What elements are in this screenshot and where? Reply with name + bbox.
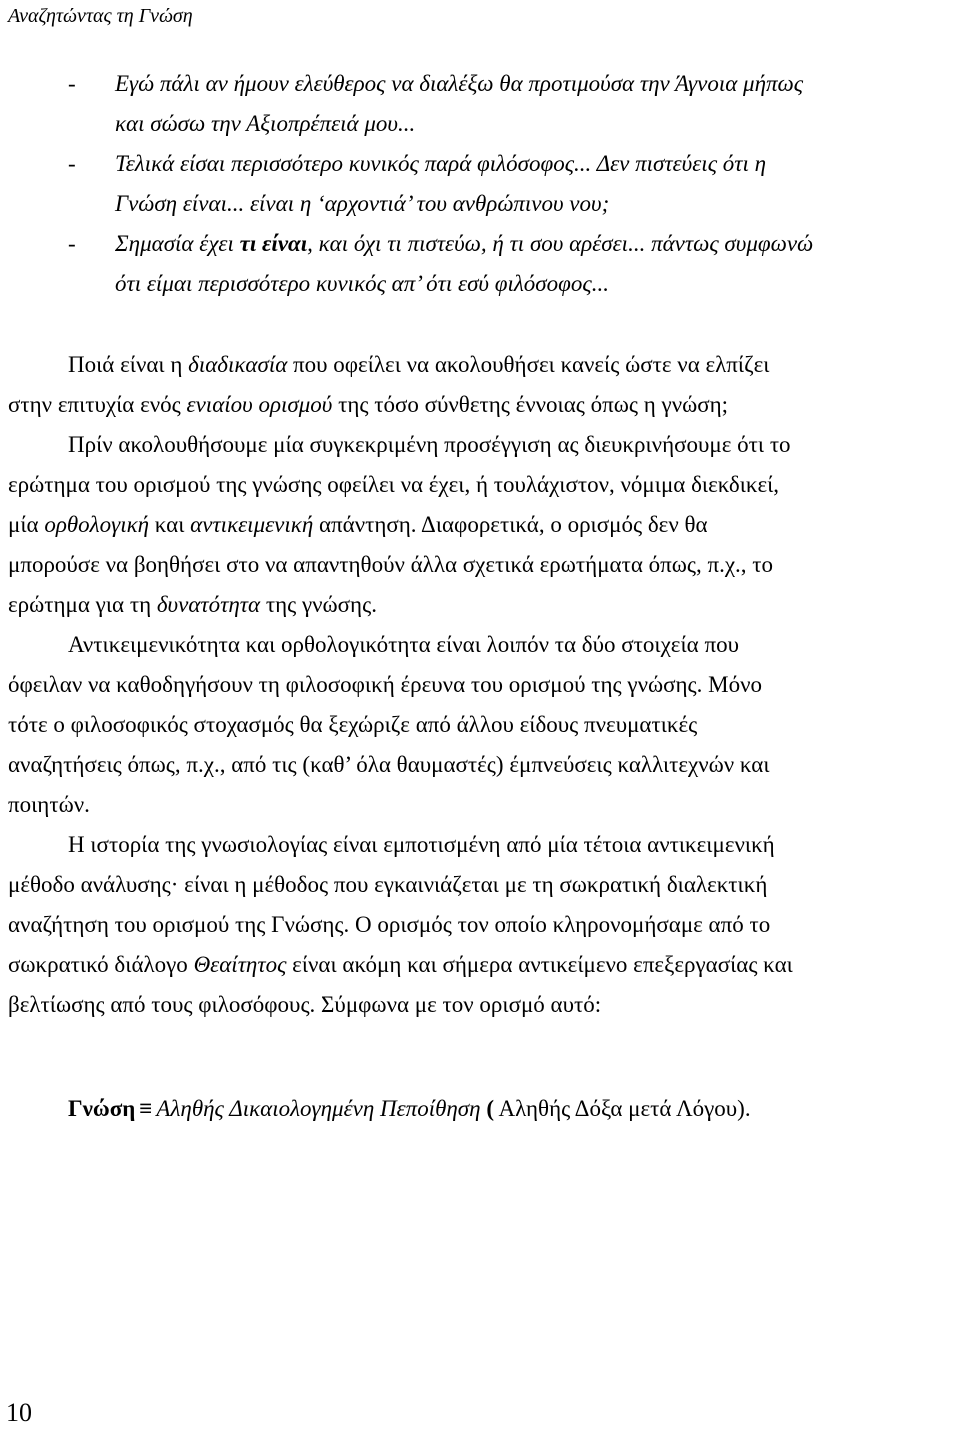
dialogue-line: και σώσω την Αξιοπρέπειά μου... (115, 111, 416, 136)
page-number: 10 (6, 1398, 32, 1427)
text-run: της γνώσης. (260, 592, 377, 617)
dialogue-line: ότι είμαι περισσότερο κυνικός απ’ ότι εσύ φιλόσοφος... (115, 271, 609, 296)
emphasis-italic: ορθολογική (44, 512, 150, 537)
emphasis-italic: διαδικασία (188, 352, 288, 377)
paragraph (8, 825, 938, 1025)
paragraph-line: ερώτημα του ορισμού της γνώσης οφείλει να έχει, ή τουλάχιστον, νόμιμα διεκδικεί, (8, 472, 780, 497)
paragraph-line: Αντικειμενικότητα και ορθολογικότητα είναι λοιπόν τα δύο στοιχεία που (68, 632, 739, 657)
paragraph-line: αναζητήσεις όπως, π.χ., από τις (καθ’ όλα θαυμαστές) έμπνεύσεις καλλιτεχνών και (8, 752, 770, 777)
paragraph-line: μπορούσε να βοηθήσει στο να απαντηθούν άλλα σχετικά ερωτήματα όπως, π.χ., το (8, 552, 774, 577)
paragraph-line: όφειλαν να καθοδηγήσουν τη φιλοσοφική έρευνα του ορισμού της γνώσης. Μόνο (8, 672, 762, 697)
running-header: Αναζητώντας τη Γνώση (8, 5, 193, 27)
text-run: Σημασία έχει (115, 231, 240, 256)
dialogue-text (72, 224, 938, 304)
paragraph-line (8, 345, 938, 385)
text-run: είναι ακόμη και σήμερα αντικείμενο επεξεργασίας και (286, 952, 793, 977)
paragraph-line: Η ιστορία της γνωσιολογίας είναι εμποτισμένη από μία τέτοια αντικειμενική (68, 832, 775, 857)
emphasis-italic: ενιαίου ορισμού (186, 392, 333, 417)
paragraph-line: Πρίν ακολουθήσουμε μία συγκεκριμένη προσέγγιση ας διευκρινήσουμε ότι το (68, 432, 791, 457)
dialogue-text (72, 64, 938, 144)
page-body (8, 64, 938, 1129)
emphasis-italic: αντικειμενική (190, 512, 314, 537)
dialogue-line: Γνώση είναι... είναι η ‘αρχοντιά’ του ανθρώπινου νου; (115, 191, 610, 216)
text-run: , και όχι τι πιστεύω, ή τι σου αρέσει... πάντως συμφωνώ (307, 231, 814, 256)
text-run: σωκρατικό διάλογο (8, 952, 194, 977)
paragraph-line: αναζήτηση του ορισμού της Γνώσης. Ο ορισμός τον οποίο κληρονομήσαμε από το (8, 912, 771, 937)
text-run: μία (8, 512, 45, 537)
paragraph-line (8, 945, 938, 985)
dialogue-line: Τελικά είσαι περισσότερο κυνικός παρά φιλόσοφος... Δεν πιστεύεις ότι η (115, 151, 767, 176)
paragraph-line: ποιητών. (8, 792, 90, 817)
paragraph (8, 425, 938, 625)
dialogue-line: Εγώ πάλι αν ήμουν ελεύθερος να διαλέξω θα προτιμούσα την Άγνοια μήπως (115, 71, 804, 96)
text-run: απάντηση. Διαφορετικά, ο ορισμός δεν θα (313, 512, 708, 537)
dialogue-dash: - (68, 71, 76, 96)
dialogue-item (8, 224, 938, 304)
paragraph (8, 345, 938, 425)
text-run: που οφείλει να ακολουθήσει κανείς ώστε να ελπίζει (287, 352, 770, 377)
paragraph-line (8, 585, 938, 625)
paragraph-line (8, 505, 938, 545)
dialogue-dash: - (68, 231, 76, 256)
emphasis-italic: Θεαίτητος (193, 952, 287, 977)
text-run: της τόσο σύνθετης έννοιας όπως η γνώση; (332, 392, 729, 417)
definition-gloss: Αληθής Δόξα μετά Λόγου). (493, 1096, 751, 1121)
dialogue-dash: - (68, 151, 76, 176)
definition-definiens: Αληθής Δικαιολογημένη Πεποίθηση (156, 1096, 481, 1121)
text-run: και (149, 512, 191, 537)
definition-term: Γνώση (68, 1096, 136, 1121)
text-run: Ποιά είναι η (68, 352, 189, 377)
body-text (8, 345, 938, 1025)
definition-paren: ( (486, 1096, 494, 1121)
dialogue-list (8, 64, 938, 304)
paragraph-line: βελτίωσης από τους φιλοσόφους. Σύμφωνα με τον ορισμό αυτό: (8, 992, 602, 1017)
emphasis-italic: δυνατότητα (156, 592, 261, 617)
dialogue-item (8, 64, 938, 144)
emphasis-bold: τι είναι (239, 231, 308, 256)
text-run: στην επιτυχία ενός (8, 392, 187, 417)
paragraph (8, 625, 938, 825)
text-run: ερώτημα για τη (8, 592, 157, 617)
paragraph-line: μέθοδο ανάλυσης· είναι η μέθοδος που εγκαινιάζεται με τη σωκρατική διαλεκτική (8, 872, 768, 897)
equivalence-symbol: ≡ (139, 1096, 153, 1121)
paragraph-line: τότε ο φιλοσοφικός στοχασμός θα ξεχώριζε από άλλου είδους πνευματικές (8, 712, 698, 737)
dialogue-text (72, 144, 938, 224)
dialogue-line (115, 224, 938, 264)
paragraph-line (8, 385, 938, 425)
dialogue-item (8, 144, 938, 224)
knowledge-definition (8, 1089, 938, 1129)
